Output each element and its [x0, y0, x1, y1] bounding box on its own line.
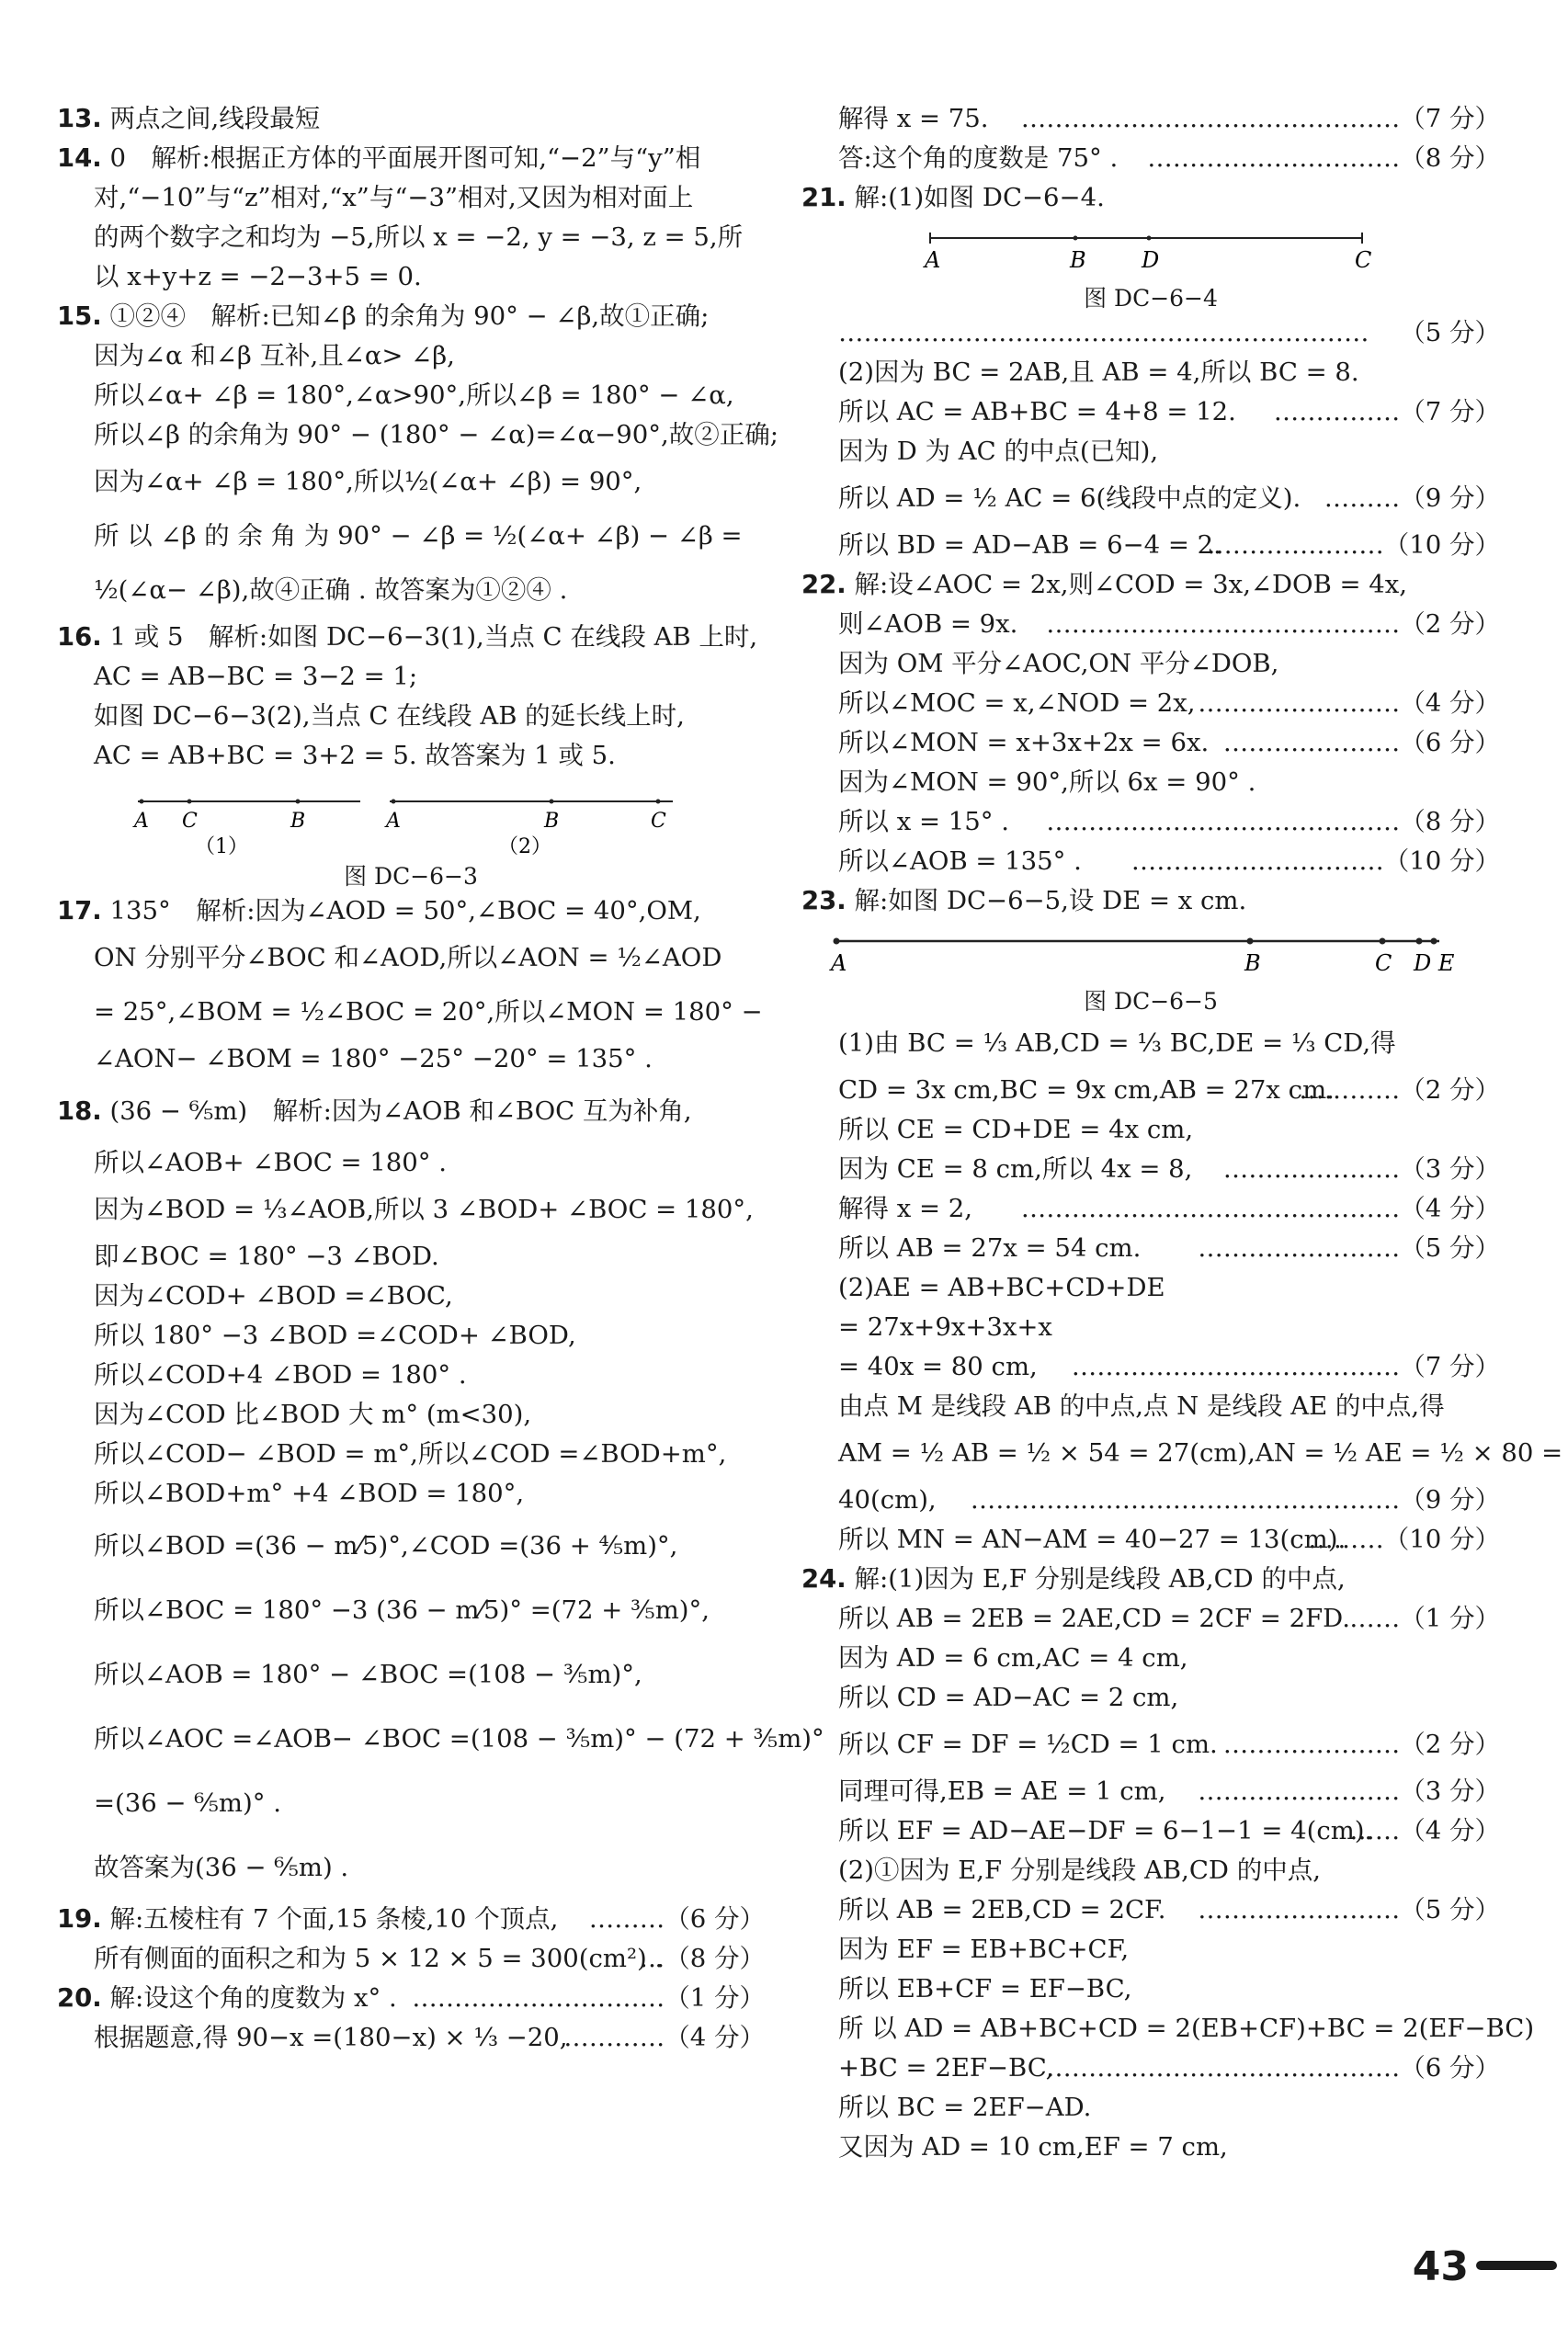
text-line-content: 所以∠β 的余角为 90° − (180° − ∠α)=∠α−90°,故②正确; — [94, 420, 778, 449]
text-line-content: ……………………………………………………… — [838, 318, 1369, 347]
text-line-content: 所以∠α+ ∠β = 180°,∠α>90°,所以∠β = 180° − ∠α, — [94, 380, 734, 410]
text-line-content: 22. 解:设∠AOC = 2x,则∠COD = 3x,∠DOB = 4x, — [801, 570, 1408, 599]
text-line-content: 14. 0 解析:根据正方体的平面展开图可知,“−2”与“y”相 — [57, 143, 701, 173]
text-line-content: 故答案为(36 − ⁶⁄₅m) . — [94, 1853, 349, 1882]
text-line-content: 所以 AB = 27x = 54 cm. — [838, 1233, 1142, 1263]
text-line-content: 所以∠AOC =∠AOB− ∠BOC =(108 − ³⁄₅m)° − (72 + ³⁄₅m)° — [94, 1724, 824, 1754]
score-points: ……………………………………（6 分） — [1046, 2053, 1500, 2083]
text-line — [57, 1707, 824, 1771]
question-number: 21. — [801, 183, 846, 212]
figure-dc-6-5-diagram — [801, 921, 1500, 980]
text-line — [57, 336, 765, 376]
text-line — [57, 2018, 765, 2058]
fig64-a: A — [925, 247, 941, 273]
text-line-content: 13. 两点之间,线段最短 — [57, 104, 321, 133]
score-points: ……………………………………（8 分） — [1046, 807, 1500, 836]
figure-dc-6-3-diagram — [57, 776, 765, 855]
text-line-content: 则∠AOB = 9x. — [838, 609, 1018, 639]
text-line-content: 根据题意,得 90−x =(180−x) × ⅓ −20, — [94, 2023, 568, 2052]
text-line — [801, 763, 1500, 802]
text-line — [57, 1642, 765, 1707]
text-line-content: 所以 AC = AB+BC = 4+8 = 12. — [838, 397, 1236, 426]
text-line-content: 所以 BD = AD−AB = 6−4 = 2. — [838, 530, 1221, 560]
text-line — [801, 1811, 1500, 1851]
fig63-b2: B — [544, 810, 560, 833]
text-line — [57, 1771, 765, 1835]
score-points: ……………………（5 分） — [1198, 1233, 1500, 1263]
text-line — [57, 257, 765, 297]
text-line-content: 23. 解:如图 DC−6−5,设 DE = x cm. — [801, 886, 1247, 915]
text-line — [801, 565, 1500, 605]
text-line-content: 所 以 ∠β 的 余 角 为 90° − ∠β = ½(∠α+ ∠β) − ∠β = — [94, 521, 743, 551]
page-number-bar — [1476, 2261, 1557, 2270]
text-line-content: (1)由 BC = ⅓ AB,CD = ⅓ BC,DE = ⅓ CD,得 — [838, 1028, 1396, 1058]
text-line-content: 所以 180° −3 ∠BOD =∠COD+ ∠BOD, — [94, 1321, 576, 1350]
text-line — [57, 1356, 765, 1395]
text-line-content: 所以∠AOB = 135° . — [838, 846, 1082, 876]
text-line-content: 所以∠AOB+ ∠BOC = 180° . — [94, 1148, 448, 1177]
text-line-content: 因为 D 为 AC 的中点(已知), — [838, 437, 1159, 466]
page-number: 43 — [1412, 2243, 1469, 2290]
text-line-content: AC = AB+BC = 3+2 = 5. 故答案为 1 或 5. — [94, 741, 616, 770]
text-line-content: 因为 AD = 6 cm,AC = 4 cm, — [838, 1643, 1188, 1673]
text-line-content: 40(cm), — [838, 1485, 937, 1515]
figure-dc-6-4 — [801, 218, 1500, 313]
text-line — [801, 1851, 1500, 1890]
text-line-content: 同理可得,EB = AE = 1 cm, — [838, 1776, 1166, 1806]
text-line-content: 因为 CE = 8 cm,所以 4x = 8, — [838, 1154, 1193, 1184]
text-line-content: 所以∠MON = x+3x+2x = 6x. — [838, 728, 1210, 757]
text-line-content: 15. ①②④ 解析:已知∠β 的余角为 90° − ∠β,故①正确; — [57, 301, 710, 331]
text-line — [57, 1939, 765, 1979]
text-line — [801, 1930, 1500, 1969]
text-line — [801, 1347, 1500, 1387]
text-line — [57, 1835, 765, 1900]
text-line — [57, 1237, 765, 1277]
text-line — [801, 684, 1500, 723]
score-points: …………………………（10 分） — [1131, 846, 1500, 876]
score-points: …（8 分） — [639, 1944, 765, 1973]
score-points: ………（10 分） — [1308, 1525, 1500, 1554]
text-line-content: 所以∠BOD+m° +4 ∠BOD = 180°, — [94, 1479, 525, 1508]
text-line — [57, 1578, 765, 1642]
question-number: 17. — [57, 896, 102, 925]
text-line — [57, 563, 765, 618]
text-line — [57, 376, 765, 415]
text-line-content: 答:这个角的度数是 75° . — [838, 143, 1119, 173]
text-line — [801, 353, 1500, 392]
text-line — [57, 1395, 765, 1435]
fig63-a2: A — [386, 810, 401, 833]
text-line — [57, 931, 765, 985]
score-points: ……………………（4 分） — [1198, 688, 1500, 718]
text-line — [801, 471, 1500, 526]
text-line-content: 20. 解:设这个角的度数为 x° . — [57, 1983, 397, 2013]
fig63-sub1: （1） — [195, 835, 248, 855]
figure-dc-6-5-caption: 图 DC−6−5 — [1084, 988, 1218, 1015]
score-points: …………………（2 分） — [1222, 1730, 1500, 1759]
text-line-content: 所以 x = 15° . — [838, 807, 1010, 836]
text-line-content: 因为∠α+ ∠β = 180°,所以½(∠α+ ∠β) = 90°, — [94, 467, 642, 496]
text-line — [801, 1016, 1500, 1071]
text-line — [57, 891, 765, 931]
right-column — [801, 99, 1563, 2167]
text-line-content: 所以 CE = CD+DE = 4x cm, — [838, 1115, 1194, 1144]
score-points: ………………………………………（7 分） — [1020, 104, 1500, 133]
figure-dc-6-3 — [57, 776, 765, 891]
text-line-content: 因为 OM 平分∠AOC,ON 平分∠DOB, — [838, 649, 1279, 678]
text-line — [801, 392, 1500, 432]
text-line — [57, 1316, 765, 1356]
text-line-content: 所以∠COD− ∠BOD = m°,所以∠COD =∠BOD+m°, — [94, 1439, 727, 1469]
text-line — [801, 1969, 1500, 2009]
text-line-content: 所以 AB = 2EB,CD = 2CF. — [838, 1895, 1166, 1924]
text-line — [801, 178, 1500, 218]
text-line-content: 所以 CF = DF = ½CD = 1 cm. — [838, 1730, 1218, 1759]
text-line — [57, 1900, 765, 1939]
text-line — [801, 1599, 1500, 1639]
question-number: 22. — [801, 570, 846, 599]
text-line — [57, 1474, 765, 1514]
text-line-content: 即∠BOC = 180° −3 ∠BOD. — [94, 1242, 439, 1271]
text-line-content: 24. 解:(1)因为 E,F 分别是线段 AB,CD 的中点, — [801, 1564, 1346, 1594]
text-line-content: ∠AON− ∠BOM = 180° −25° −20° = 135° . — [94, 1044, 653, 1073]
text-line-content: 所以∠BOC = 180° −3 (36 − m⁄5)° =(72 + ³⁄₅m)°, — [94, 1595, 710, 1625]
score-points: …………………（3 分） — [1222, 1154, 1500, 1184]
text-line — [57, 1079, 765, 1143]
text-line — [57, 415, 778, 455]
text-line — [801, 1426, 1563, 1481]
text-line — [801, 1308, 1500, 1347]
text-line-content: (2)AE = AB+BC+CD+DE — [838, 1273, 1165, 1302]
text-line-content: 19. 解:五棱柱有 7 个面,15 条棱,10 个顶点, — [57, 1904, 559, 1934]
text-line — [801, 1150, 1500, 1189]
fig63-b1: B — [290, 810, 306, 833]
question-number: 15. — [57, 301, 102, 331]
text-line-content: ½(∠α− ∠β),故④正确 . 故答案为①②④ . — [94, 575, 568, 605]
text-line-content: 因为∠COD 比∠BOD 大 m° (m<30), — [94, 1400, 532, 1429]
text-line — [801, 1678, 1500, 1718]
question-number: 16. — [57, 622, 102, 652]
fig65-b: B — [1244, 950, 1261, 976]
score-points: ……………………………………………（9 分） — [970, 1485, 1500, 1515]
text-line-content: 所以 AB = 2EB = 2AE,CD = 2CF = 2FD. — [838, 1604, 1350, 1633]
right-text-block-3 — [801, 1016, 1563, 2167]
text-line-content: 所以 AD = ½ AC = 6(线段中点的定义). — [838, 483, 1301, 513]
fig64-c: C — [1355, 247, 1372, 273]
text-line-content: 因为∠α 和∠β 互补,且∠α> ∠β, — [94, 341, 455, 370]
text-line-content: CD = 3x cm,BC = 9x cm,AB = 27x cm. — [838, 1075, 1335, 1105]
text-line — [801, 1520, 1500, 1560]
score-points: …………………………（1 分） — [412, 1983, 765, 2013]
question-number: 23. — [801, 886, 846, 915]
text-line-content: 对,“−10”与“z”相对,“x”与“−3”相对,又因为相对面上 — [94, 183, 694, 212]
text-line — [801, 802, 1500, 842]
fig64-d: D — [1142, 247, 1160, 273]
score-points: ………………………………………（4 分） — [1020, 1194, 1500, 1223]
text-line — [801, 1890, 1500, 1930]
fig63-a1: A — [134, 810, 149, 833]
score-points: …………………（6 分） — [1222, 728, 1500, 757]
text-line-content: 17. 135° 解析:因为∠AOD = 50°,∠BOC = 40°,OM, — [57, 896, 701, 925]
text-line — [801, 432, 1500, 471]
question-number: 14. — [57, 143, 102, 173]
right-text-block-1 — [801, 99, 1500, 218]
text-line — [801, 1481, 1500, 1520]
text-line — [801, 1639, 1500, 1678]
text-line — [57, 99, 765, 139]
text-line — [57, 618, 765, 657]
text-line-content: 因为∠BOD = ⅓∠AOB,所以 3 ∠BOD+ ∠BOC = 180°, — [94, 1195, 754, 1224]
text-line-content: 所以 MN = AN−AM = 40−27 = 13(cm). — [838, 1525, 1346, 1554]
text-line — [801, 1071, 1500, 1110]
score-points: ……（1 分） — [1349, 1604, 1500, 1633]
text-line — [801, 2088, 1500, 2128]
text-line — [801, 139, 1500, 178]
text-line-content: 所以∠AOB = 180° − ∠BOC =(108 − ³⁄₅m)°, — [94, 1660, 642, 1689]
right-text-block-2 — [801, 313, 1500, 921]
text-line — [801, 881, 1500, 921]
text-line — [57, 736, 765, 776]
text-line-content: 如图 DC−6−3(2),当点 C 在线段 AB 的延长线上时, — [94, 701, 685, 731]
score-points: ……………………………………（2 分） — [1046, 609, 1500, 639]
score-points: （5 分） — [1400, 318, 1500, 347]
text-line — [57, 1435, 765, 1474]
text-line — [57, 297, 765, 336]
text-line — [57, 1143, 765, 1183]
text-line — [801, 723, 1500, 763]
text-line — [801, 1718, 1500, 1772]
score-points: ………（6 分） — [588, 1904, 765, 1934]
text-line-content: 所以 EB+CF = EF−BC, — [838, 1974, 1132, 2003]
question-number: 24. — [801, 1564, 846, 1594]
text-line — [57, 1183, 765, 1237]
score-points: ……………………（3 分） — [1198, 1776, 1500, 1806]
score-points: …………………………（8 分） — [1147, 143, 1500, 173]
text-line-content: = 25°,∠BOM = ½∠BOC = 20°,所以∠MON = 180° − — [94, 997, 763, 1027]
text-line-content: = 40x = 80 cm, — [838, 1352, 1038, 1381]
text-line-content: 所以∠COD+4 ∠BOD = 180° . — [94, 1360, 467, 1390]
question-number: 19. — [57, 1904, 102, 1934]
fig65-de: D E — [1414, 950, 1455, 976]
score-points: ………（9 分） — [1324, 483, 1500, 513]
score-points: …………（2 分） — [1299, 1075, 1500, 1105]
fig65-a: A — [831, 950, 847, 976]
score-points: …………（4 分） — [563, 2023, 765, 2052]
text-line-content: (2)因为 BC = 2AB,且 AB = 4,所以 BC = 8. — [838, 358, 1359, 387]
text-line — [801, 1560, 1500, 1599]
text-line — [801, 1229, 1500, 1268]
text-line-content: AM = ½ AB = ½ × 54 = 27(cm),AN = ½ AE = ½ × 80 = — [838, 1438, 1563, 1468]
text-line-content: 又因为 AD = 10 cm,EF = 7 cm, — [838, 2132, 1228, 2162]
text-line-content: 解得 x = 75. — [838, 104, 989, 133]
figure-dc-6-4-diagram — [801, 218, 1500, 277]
text-line — [801, 2049, 1500, 2088]
text-line — [801, 313, 1500, 353]
fig64-b: B — [1070, 247, 1086, 273]
left-text-block-1 — [57, 99, 778, 776]
text-line-content: 的两个数字之和均为 −5,所以 x = −2, y = −3, z = 5,所 — [94, 222, 744, 252]
score-points: ……………………（5 分） — [1198, 1895, 1500, 1924]
text-line-content: 因为∠COD+ ∠BOD =∠BOC, — [94, 1281, 453, 1311]
text-line-content: 所 以 AD = AB+BC+CD = 2(EB+CF)+BC = 2(EF−BC) — [838, 2014, 1535, 2043]
text-line-content: 所有侧面的面积之和为 5 × 12 × 5 = 300(cm²) . — [94, 1944, 664, 1973]
fig63-sub2: （2） — [498, 835, 551, 855]
text-line-content: 由点 M 是线段 AB 的中点,点 N 是线段 AE 的中点,得 — [838, 1391, 1445, 1421]
text-line — [801, 99, 1500, 139]
figure-dc-6-4-caption: 图 DC−6−4 — [1084, 285, 1218, 312]
score-points: …………………（10 分） — [1207, 530, 1500, 560]
text-line-content: 16. 1 或 5 解析:如图 DC−6−3(1),当点 C 在线段 AB 上时, — [57, 622, 758, 652]
text-line-content: AC = AB−BC = 3−2 = 1; — [94, 662, 418, 691]
text-line — [57, 1039, 765, 1079]
text-line-content: =(36 − ⁶⁄₅m)° . — [94, 1788, 281, 1818]
text-line-content: 所以 EF = AD−AE−DF = 6−1−1 = 4(cm). — [838, 1816, 1373, 1845]
figure-dc-6-3-caption: 图 DC−6−3 — [344, 863, 478, 890]
text-line — [57, 1979, 765, 2018]
text-line-content: 所以 CD = AD−AC = 2 cm, — [838, 1683, 1179, 1712]
text-line-content: (2)①因为 E,F 分别是线段 AB,CD 的中点, — [838, 1856, 1321, 1885]
text-line — [57, 985, 765, 1039]
text-line — [57, 1277, 765, 1316]
text-line — [801, 605, 1500, 644]
question-number: 18. — [57, 1096, 102, 1126]
score-points: ……………（7 分） — [1273, 397, 1500, 426]
text-line-content: 以 x+y+z = −2−3+5 = 0. — [94, 262, 422, 291]
text-line — [801, 842, 1500, 881]
text-line — [801, 1772, 1500, 1811]
question-number: 13. — [57, 104, 102, 133]
text-line — [801, 1189, 1500, 1229]
text-line — [57, 178, 765, 218]
score-points: …………………………………（7 分） — [1071, 1352, 1500, 1381]
fig63-c2: C — [651, 810, 666, 833]
fig65-c: C — [1375, 950, 1392, 976]
text-line — [57, 139, 765, 178]
text-line-content: 21. 解:(1)如图 DC−6−4. — [801, 183, 1105, 212]
text-line-content: +BC = 2EF−BC, — [838, 2053, 1054, 2083]
text-line — [57, 1514, 765, 1578]
text-line-content: 18. (36 − ⁶⁄₅m) 解析:因为∠AOB 和∠BOC 互为补角, — [57, 1096, 692, 1126]
text-line — [801, 1110, 1500, 1150]
text-line-content: 所以 BC = 2EF−AD. — [838, 2093, 1092, 2122]
text-line — [801, 526, 1500, 565]
text-line-content: 因为∠MON = 90°,所以 6x = 90° . — [838, 767, 1256, 797]
text-line — [801, 1268, 1500, 1308]
text-line — [801, 1387, 1500, 1426]
text-line — [57, 509, 765, 563]
text-line-content: = 27x+9x+3x+x — [838, 1312, 1052, 1342]
text-line-content: 因为 EF = EB+BC+CF, — [838, 1935, 1130, 1964]
text-line-content: 解得 x = 2, — [838, 1194, 973, 1223]
text-line — [57, 455, 765, 509]
text-line — [801, 2009, 1535, 2049]
text-line — [801, 2128, 1500, 2167]
fig63-c1: C — [182, 810, 198, 833]
text-line-content: 所以∠BOD =(36 − m⁄5)°,∠COD =(36 + ⁴⁄₅m)°, — [94, 1531, 678, 1561]
text-line — [801, 644, 1500, 684]
text-line-content: 所以∠MOC = x,∠NOD = 2x, — [838, 688, 1196, 718]
text-line — [57, 697, 765, 736]
figure-dc-6-5 — [801, 921, 1500, 1016]
text-line-content: ON 分别平分∠BOC 和∠AOD,所以∠AON = ½∠AOD — [94, 943, 722, 972]
text-line — [57, 218, 765, 257]
text-line — [57, 657, 765, 697]
score-points: ……（4 分） — [1349, 1816, 1500, 1845]
question-number: 20. — [57, 1983, 102, 2013]
